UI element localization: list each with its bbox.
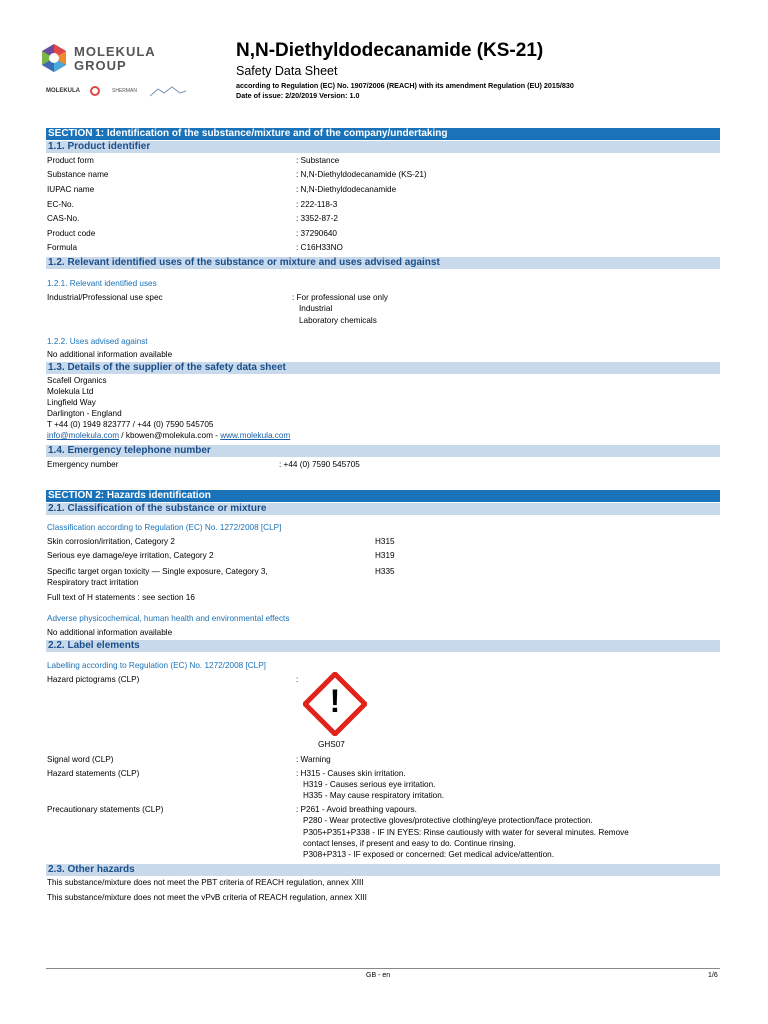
pictograms-colon: : xyxy=(296,675,299,684)
subsection-2-1: 2.1. Classification of the substance or mixture xyxy=(46,503,720,515)
class-label: Serious eye damage/eye irritation, Category 2 xyxy=(47,551,214,560)
document-title: N,N-Diethyldodecanamide (KS-21) xyxy=(236,40,544,61)
sub-logo-ring-icon xyxy=(90,86,100,96)
use-value: Laboratory chemicals xyxy=(299,316,377,325)
class-label-cont: Respiratory tract irritation xyxy=(47,578,139,587)
hazard-label: Hazard statements (CLP) xyxy=(47,769,140,778)
use-value: Industrial xyxy=(299,304,333,313)
row-label: EC-No. xyxy=(47,200,74,209)
class-code: H315 xyxy=(375,537,395,546)
row-value: : 222-118-3 xyxy=(296,200,338,209)
class-code: H335 xyxy=(375,567,395,576)
row-label: CAS-No. xyxy=(47,214,80,223)
precaution-statement: contact lenses, if present and easy to do. Continue rinsing. xyxy=(303,839,516,848)
use-value: : For professional use only xyxy=(292,293,389,302)
hazard-statement: H319 - Causes serious eye irritation. xyxy=(303,780,436,789)
row-value: : N,N-Diethyldodecanamide xyxy=(296,185,397,194)
hazard-statement: H335 - May cause respiratory irritation. xyxy=(303,791,445,800)
pictogram-symbol: ! xyxy=(329,683,341,719)
adverse-heading: Adverse physicochemical, human health and environmental effects xyxy=(47,614,290,623)
sub-logo-sherman: SHERMAN xyxy=(112,88,138,94)
supplier-phone: T +44 (0) 1949 823777 / +44 (0) 7590 545705 xyxy=(47,420,214,429)
section-2-header: SECTION 2: Hazards identification xyxy=(46,490,720,502)
document-subtitle: Safety Data Sheet xyxy=(236,64,338,78)
supplier-line: Molekula Ltd xyxy=(47,387,94,396)
regulation-line: according to Regulation (EC) No. 1907/2006 (REACH) with its amendment Regulation (EU) 2015/830 xyxy=(236,81,574,90)
full-text-note: Full text of H statements : see section 16 xyxy=(47,593,195,602)
row-value: : C16H33NO xyxy=(296,243,343,252)
no-info-text: No additional information available xyxy=(47,350,173,359)
precaution-statement: : P261 - Avoid breathing vapours. xyxy=(296,805,417,814)
class-code: H319 xyxy=(375,551,395,560)
row-value: : 3352-87-2 xyxy=(296,214,338,223)
subheading-1-2-1: 1.2.1. Relevant identified uses xyxy=(47,279,157,288)
classification-heading: Classification according to Regulation (EC) No. 1272/2008 [CLP] xyxy=(47,523,282,532)
other-hazard-text: This substance/mixture does not meet the vPvB criteria of REACH regulation, annex XIII xyxy=(47,893,367,902)
class-label: Skin corrosion/irritation, Category 2 xyxy=(47,537,175,546)
subsection-1-4: 1.4. Emergency telephone number xyxy=(46,445,720,457)
logo-name: MOLEKULA xyxy=(74,44,156,59)
date-of-issue: Date of issue: 2/20/2019 Version: 1.0 xyxy=(236,91,360,100)
hexagon-logo-icon xyxy=(42,44,66,72)
subsection-1-2: 1.2. Relevant identified uses of the substance or mixture and uses advised against xyxy=(46,257,720,269)
subsection-2-2: 2.2. Label elements xyxy=(46,640,720,652)
row-value: : Substance xyxy=(296,156,340,165)
supplier-line: Scafell Organics xyxy=(47,376,107,385)
mountain-logo-icon xyxy=(150,84,186,96)
precaution-statement: P280 - Wear protective gloves/protective clothing/eye protection/face protection. xyxy=(303,816,593,825)
row-label: IUPAC name xyxy=(47,185,95,194)
pictograms-label: Hazard pictograms (CLP) xyxy=(47,675,140,684)
row-label: Product form xyxy=(47,156,94,165)
section-1-header: SECTION 1: Identification of the substance/mixture and of the company/undertaking xyxy=(46,128,720,140)
subsection-2-3: 2.3. Other hazards xyxy=(46,864,720,876)
pictogram-code: GHS07 xyxy=(318,740,345,749)
precaution-statement: P308+P313 - IF exposed or concerned: Get medical advice/attention. xyxy=(303,850,555,859)
other-hazard-text: This substance/mixture does not meet the PBT criteria of REACH regulation, annex XIII xyxy=(47,878,364,887)
signal-value: : Warning xyxy=(296,755,331,764)
supplier-line: Darlington - England xyxy=(47,409,122,418)
row-label: Product code xyxy=(47,229,96,238)
row-value: : 37290640 xyxy=(296,229,337,238)
precaution-statement: P305+P351+P338 - IF IN EYES: Rinse cautiously with water for several minutes. Remove xyxy=(303,828,629,837)
emergency-value: : +44 (0) 7590 545705 xyxy=(279,460,360,469)
footer-language: GB - en xyxy=(366,972,391,979)
precaution-label: Precautionary statements (CLP) xyxy=(47,805,164,814)
row-value: : N,N-Diethyldodecanamide (KS-21) xyxy=(296,170,427,179)
footer-divider xyxy=(46,968,720,969)
sub-logo-molekula: MOLEKULA xyxy=(46,88,80,94)
supplier-contact xyxy=(47,430,290,441)
website-link[interactable]: www.molekula.com xyxy=(220,431,291,440)
separator: - xyxy=(212,431,221,440)
labelling-heading: Labelling according to Regulation (EC) No. 1272/2008 [CLP] xyxy=(47,661,266,670)
subsection-1-3: 1.3. Details of the supplier of the safety data sheet xyxy=(46,362,720,374)
emergency-label: Emergency number xyxy=(47,460,119,469)
email-secondary: / kbowen@molekula.com xyxy=(119,431,213,440)
supplier-line: Lingfield Way xyxy=(47,398,96,407)
class-label: Specific target organ toxicity — Single exposure, Category 3, xyxy=(47,567,268,576)
logo-group: GROUP xyxy=(74,58,127,73)
subheading-1-2-2: 1.2.2. Uses advised against xyxy=(47,337,148,346)
use-label: Industrial/Professional use spec xyxy=(47,293,163,302)
row-label: Substance name xyxy=(47,170,109,179)
row-label: Formula xyxy=(47,243,78,252)
page-number: 1/6 xyxy=(708,972,718,979)
hazard-statement: : H315 - Causes skin irritation. xyxy=(296,769,406,778)
email-link[interactable]: info@molekula.com xyxy=(47,431,120,440)
no-info-text: No additional information available xyxy=(47,628,173,637)
subsection-1-1: 1.1. Product identifier xyxy=(46,141,720,153)
signal-label: Signal word (CLP) xyxy=(47,755,114,764)
